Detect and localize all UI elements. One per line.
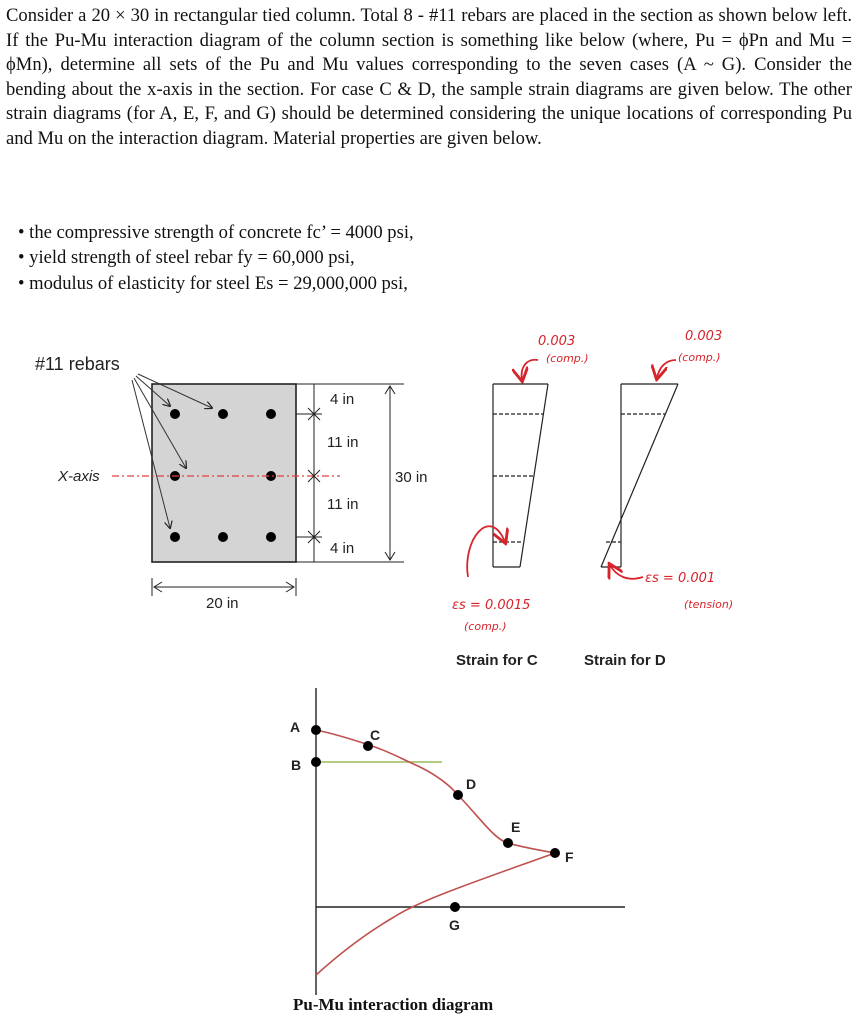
rebar (218, 409, 228, 419)
interaction-curve (316, 730, 555, 975)
dim-width: 20 in (206, 595, 239, 612)
dim-mid2: 11 in (327, 496, 359, 513)
label-c: C (370, 727, 381, 743)
label-f: F (565, 849, 574, 865)
rebar (266, 532, 276, 542)
rebar (218, 532, 228, 542)
point-a (311, 725, 321, 735)
bullet-fy: • yield strength of steel rebar fy = 60,000 psi, (18, 247, 355, 268)
label-b: B (291, 757, 302, 773)
c-bottom-note: (comp.) (464, 620, 507, 633)
label-g: G (449, 917, 460, 933)
point-e (503, 838, 513, 848)
c-top-value: 0.003 (538, 334, 576, 349)
c-top-note: (comp.) (546, 352, 589, 365)
dim-bottom: 4 in (330, 540, 355, 557)
strain-diagram-c (452, 334, 589, 669)
caption-strain-d: Strain for D (584, 652, 666, 669)
rebar (266, 409, 276, 419)
point-b (311, 757, 321, 767)
label-d: D (466, 776, 477, 792)
x-axis-label: X-axis (58, 468, 100, 485)
rebar (170, 409, 180, 419)
dim-mid1: 11 in (327, 434, 359, 451)
c-bottom-value: εs = 0.0015 (452, 598, 531, 613)
bullet-es: • modulus of elasticity for steel Es = 29,000,000 psi, (18, 273, 408, 294)
dim-top: 4 in (330, 391, 355, 408)
d-bottom-note: (tension) (684, 598, 734, 611)
interaction-diagram (290, 688, 625, 1014)
bullet-fc: • the compressive strength of concrete fc’ = 4000 psi, (18, 222, 414, 243)
point-d (453, 790, 463, 800)
point-g (450, 902, 460, 912)
caption-strain-c: Strain for C (456, 652, 538, 669)
label-a: A (290, 719, 301, 735)
d-top-value: 0.003 (685, 329, 723, 344)
d-bottom-value: εs = 0.001 (645, 571, 716, 586)
label-e: E (511, 819, 521, 835)
d-top-note: (comp.) (678, 351, 721, 364)
rebar-label: #11 rebars (35, 354, 120, 374)
column-section (35, 354, 428, 612)
problem-statement: Consider a 20 × 30 in rectangular tied column. Total 8 - #11 rebars are placed in the section as shown below left. If the Pu-Mu interaction diagram of the column section is something like below (where, Pu = ϕPn and Mu = ϕMn), determine all sets of the Pu and Mu values corresponding to the seven cases (A ~ G). Consider the bending about the x-axis in the section. For case C & D, the sample strain diagrams are given below. The other strain diagrams (for A, E, F, and G) should be determined considering the unique locations of corresponding Pu and Mu on the interaction diagram. Material properties are given below. (6, 5, 852, 149)
point-f (550, 848, 560, 858)
rebar (170, 532, 180, 542)
interaction-caption: Pu-Mu interaction diagram (293, 995, 494, 1014)
strain-diagram-d (584, 329, 733, 669)
dim-height: 30 in (395, 469, 428, 486)
